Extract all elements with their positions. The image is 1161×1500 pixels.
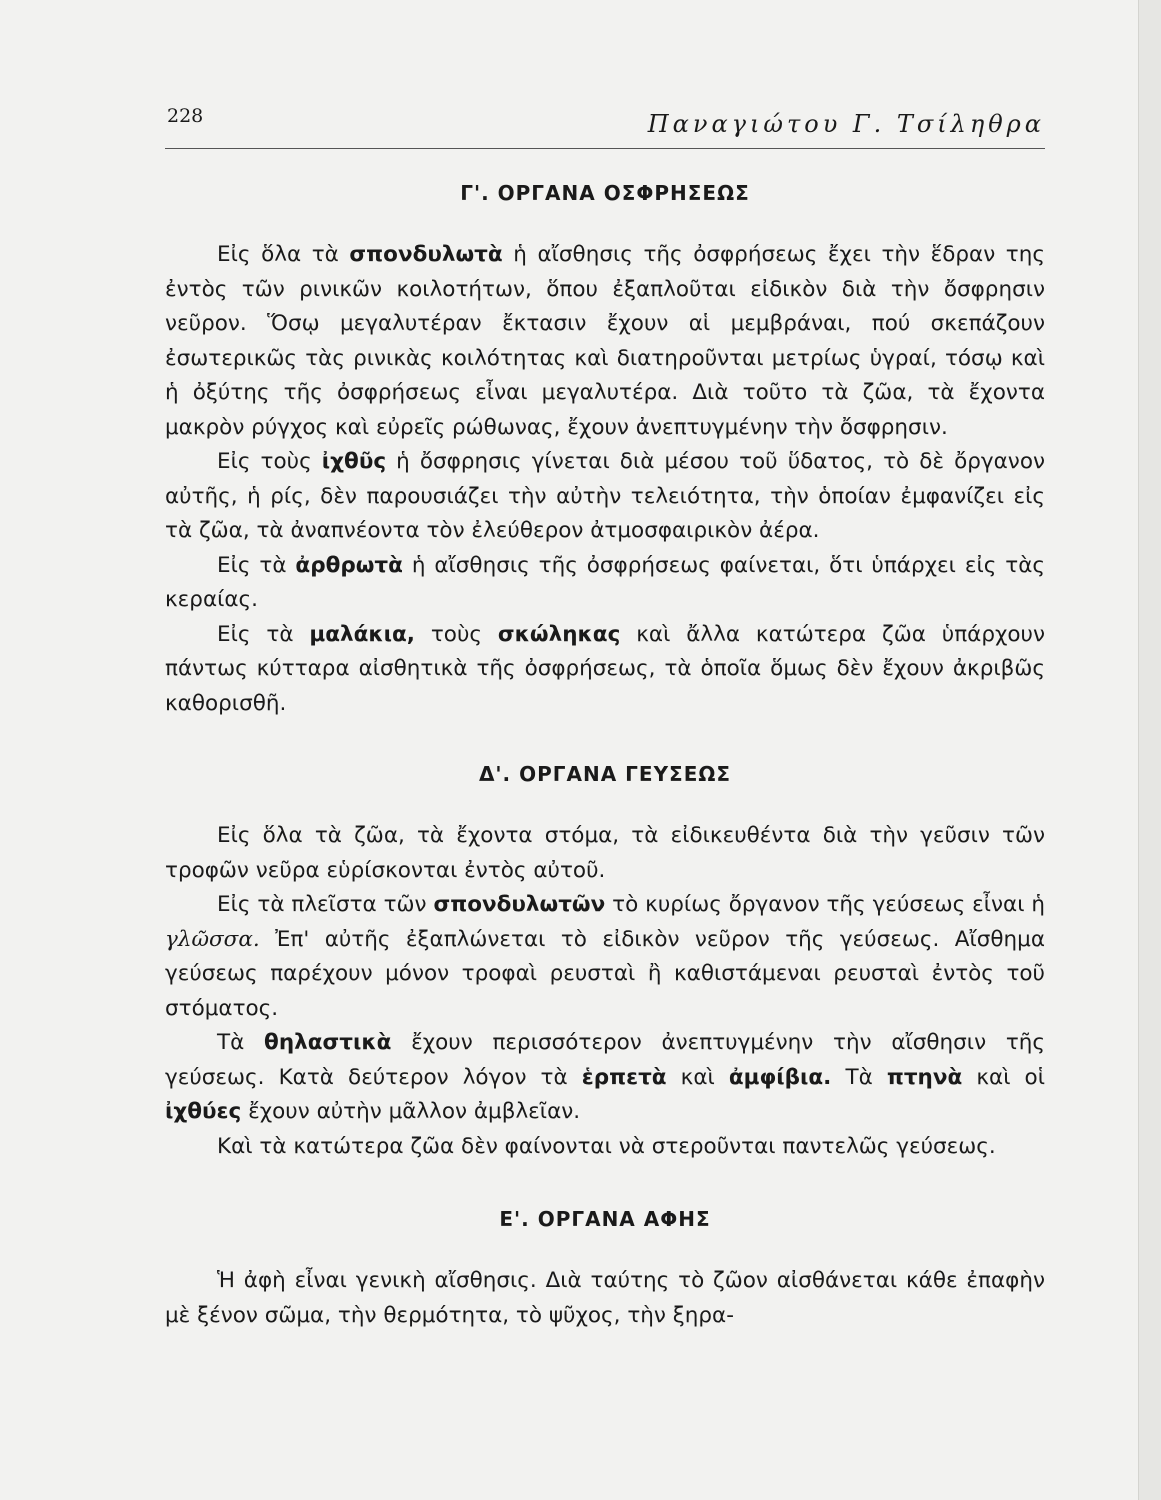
text-run: Εἰς τὰ πλεῖστα τῶν [217,892,434,917]
paragraph [165,1130,1045,1165]
paragraph [165,1264,1045,1333]
bold-term: σκώληκας [497,621,621,647]
text-run: ἔχουν περισσότερον ἀνεπτυγμένην τὴν αἴσθησιν τῆς γεύσεως. Κατὰ δεύτερον λόγον τὰ [165,1030,1046,1090]
bold-term: θηλαστικὰ [264,1030,392,1055]
italic-term: γλῶσσα. [165,926,260,952]
bold-term: σπονδυλωτὰ [349,242,503,267]
text-run: Εἰς ὅλα τὰ ζῶα, τὰ ἔχοντα στόμα, τὰ εἰδικευθέντα διὰ τὴν γεῦσιν τῶν τροφῶν νεῦρα εὑρίσκονται ἐντὸς αὐτοῦ. [165,823,1045,883]
bold-term: ἀρθρωτὰ [295,552,403,578]
section-heading-taste: Δ'. ΟΡΓΑΝΑ ΓΕΥΣΕΩΣ [478,762,732,786]
text-run: Ἐπ' αὐτῆς ἐξαπλώνεται τὸ εἰδικὸν νεῦρον τῆς γεύσεως. Αἴσθημα γεύσεως παρέχουν μόνον τροφαὶ ρευσταὶ ἢ καθιστάμεναι ρευσταὶ ἐντὸς τοῦ στόματος. [165,926,1045,1021]
text-run: ἔχουν αὐτὴν μᾶλλον ἀμβλεῖαν. [241,1099,581,1124]
paragraph [165,1026,1045,1130]
paragraph [165,888,1045,1026]
section-heading-smell: Γ'. ΟΡΓΑΝΑ ΟΣΦΡΗΣΕΩΣ [460,181,750,205]
bold-term: ἑρπετὰ [581,1064,667,1090]
text-run: καὶ ἄλλα κατώτερα ζῶα ὑπάρχουν πάντως κύτταρα αἰσθητικὰ τῆς ὀσφρήσεως, τὰ ὁποῖα ὅμως δὲν ἔχουν ἀκριβῶς καθορισθῆ. [165,621,1045,716]
paragraph [165,549,1045,618]
text-run: Εἰς ὅλα τὰ [217,242,350,267]
text-run: Εἰς τὰ [217,621,310,647]
text-run: Καὶ τὰ κατώτερα ζῶα δὲν φαίνονται νὰ στεροῦνται παντελῶς γεύσεως. [217,1133,996,1159]
text-run: ἡ αἴσθησις τῆς ὀσφρήσεως φαίνεται, ὅτι ὑπάρχει εἰς τὰς κεραίας. [165,552,1046,612]
bold-term: πτηνὰ [886,1064,963,1090]
bold-term: ἰχθύες [165,1099,242,1124]
text-run: Εἰς τὰ [217,552,296,578]
paragraph [165,819,1045,888]
page-content [165,170,1045,1333]
paragraph [165,238,1045,445]
text-run: ἡ αἴσθησις τῆς ὀσφρήσεως ἔχει τὴν ἕδραν της ἐντὸς τῶν ρινικῶν κοιλοτήτων, ὅπου ἐξαπλοῦται εἰδικὸν διὰ τὴν ὄσφρησιν νεῦρον. Ὅσῳ μεγαλυτέραν ἔκτασιν ἔχουν αἱ μεμβράναι, πού σκεπάζουν ἐσωτερικῶς τὰς ρινικὰς κοιλότητας καὶ διατηροῦνται μετρίως ὑγραί, τόσῳ καὶ ἡ ὀξύτης τῆς ὀσφρήσεως εἶναι μεγαλυτέρα. Διὰ τοῦτο τὰ ζῶα, τὰ ἔχοντα μακρὸν ρύγχος καὶ εὐρεῖς ρώθωνας, ἔχουν ἀνεπτυγμένην τὴν ὄσφρησιν. [165,242,1045,440]
bold-term: σπονδυλωτῶν [433,892,606,917]
running-head: Παναγιώτου Γ. Τσίληθρα [647,110,1045,138]
text-run: Τὰ [217,1030,265,1055]
paragraph [165,618,1045,722]
section-heading-touch: Ε'. ΟΡΓΑΝΑ ΑΦΗΣ [499,1207,711,1231]
text-run: Εἰς τοὺς [217,449,322,474]
bold-term: μαλάκια, [309,621,415,647]
page-header [165,102,1045,149]
bold-term: ἀμφίβια. [728,1064,832,1090]
text-run: Ἡ ἀφὴ εἶναι γενικὴ αἴσθησις. Διὰ ταύτης τὸ ζῶον αἰσθάνεται κάθε ἐπαφὴν μὲ ξένον σῶμα, τὴν θερμότητα, τὸ ψῦχος, τὴν ξηρα- [165,1268,1045,1328]
text-run: τὸ κυρίως ὄργανον τῆς γεύσεως εἶναι ἡ [605,892,1045,917]
page-edge [1138,0,1161,1500]
text-run: Τὰ [831,1064,887,1090]
page-number: 228 [167,105,204,127]
paragraph [165,445,1045,549]
text-run: καὶ οἱ [962,1064,1045,1090]
bold-term: ἰχθῦς [321,449,387,474]
text-run: καὶ [666,1064,729,1090]
text-run: ἡ ὄσφρησις γίνεται διὰ μέσου τοῦ ὕδατος, τὸ δὲ ὄργανον αὐτῆς, ἡ ρίς, δὲν παρουσιάζει τὴν αὐτὴν τελειότητα, τὴν ὁποίαν ἐμφανίζει εἰς τὰ ζῶα, τὰ ἀναπνέοντα τὸν ἐλεύθερον ἀτμοσφαιρικὸν ἀέρα. [165,449,1045,543]
text-run: τοὺς [414,621,498,647]
